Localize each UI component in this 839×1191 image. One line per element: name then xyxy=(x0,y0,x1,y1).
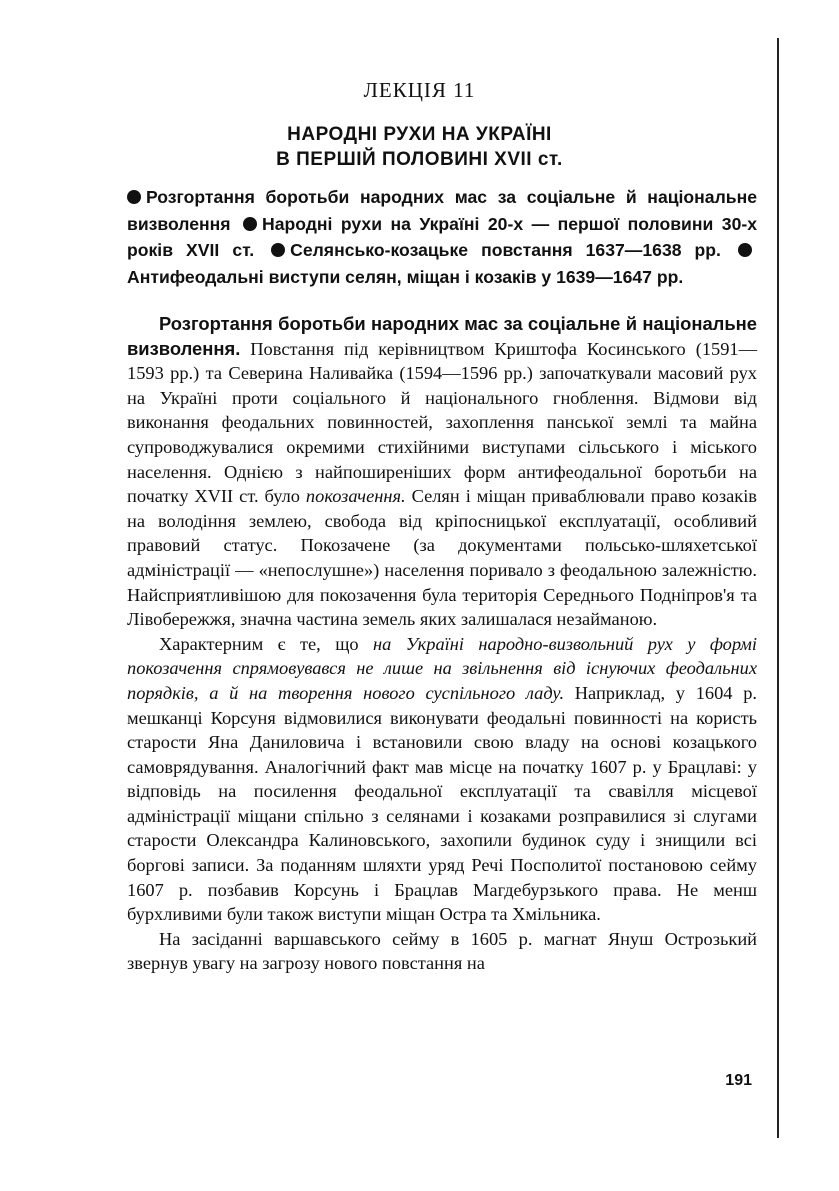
text-run: Характерним є те, що xyxy=(159,633,373,654)
summary-item: Антифеодальні виступи селян, міщан і козаків у 1639—1647 рр. xyxy=(127,266,684,287)
text-run: Селян і міщан приваблювали право козаків на володіння землею, свобода від кріпосницької експлуатації, особливий правовий статус. Покозачене (за документами польсько-шляхетської адміністрації — «непослушне») населення поривало з феодальною залежністю. Найсприятливішою для покозачення була територія Середнього Подніпров'я та Лівобережжя, значна частина земель яких залишалася незайманою. xyxy=(127,486,757,630)
text-run: На засіданні варшавського сейму в 1605 р. магнат Януш Острозький звернув увагу на загрозу нового повстання на xyxy=(127,928,757,974)
text-run: Наприклад, у 1604 р. мешканці Корсуня відмовилися виконувати феодальні повинності на користь старости Яна Даниловича і встановили свою владу на основі козацького самоврядування. Аналогічний факт мав місце на початку 1607 р. у Брацлаві: у відповідь на посилення феодальної експлуатації та свавілля місцевої адміністрації міщани спільно з селянами і козаками розправилися зі слугами старости Олександра Калиновського, захопили будинок суду і знищили всі боргові записи. За поданням шляхти уряд Речі Посполитої постановою сейму 1607 р. позбавив Корсунь і Брацлав Магдебурзького права. Не менш бурхливими були також виступи міщан Остра та Хмільника. xyxy=(127,682,757,925)
chapter-title xyxy=(0,122,839,172)
bullet-icon xyxy=(127,190,141,204)
summary-item: Розгортання боротьби народних мас за соціальне й національне визволення xyxy=(127,187,757,234)
bullet-icon xyxy=(271,243,285,257)
page-number: 191 xyxy=(725,1072,752,1089)
title-line-2: В ПЕРШІЙ ПОЛОВИНІ XVII ст. xyxy=(276,149,563,170)
paragraph-3 xyxy=(127,927,757,976)
italic-emphasis: на Україні народно-визвольний рух у формі покозачення спрямовувався не лише на звільнення від існуючих феодальних порядків, а й на творення нового суспільного ладу. xyxy=(127,633,757,703)
chapter-summary xyxy=(127,184,757,290)
page-edge-line xyxy=(777,38,779,1138)
section-heading: Розгортання боротьби народних мас за соціальне й національне визволення. xyxy=(127,313,757,359)
summary-item: Селянсько-козацьке повстання 1637—1638 рр. xyxy=(290,240,721,260)
text-run: Повстання під керівництвом Криштофа Косинського (1591—1593 рр.) та Северина Наливайка (1594—1596 рр.) започаткували масовий рух на Україні проти соціального й національного гноблення. Відмови від виконання феодальних повинностей, захоплення панської землі та майна супроводжувалися окремими стихійними виступами сільського і міського населення. Однією з найпоширеніших форм антифеодальної боротьби на початку XVII ст. було xyxy=(127,338,757,507)
title-line-1: НАРОДНІ РУХИ НА УКРАЇНІ xyxy=(287,124,552,145)
italic-term: покозачення. xyxy=(305,486,406,507)
lecture-label: ЛЕКЦІЯ 11 xyxy=(363,78,476,102)
bullet-icon xyxy=(243,217,257,231)
bullet-icon xyxy=(738,243,752,257)
paragraph-2 xyxy=(127,632,757,927)
summary-item: Народні рухи на Україні 20-х — першої половини 30-х років XVII ст. xyxy=(127,213,757,260)
body-text xyxy=(127,312,757,976)
paragraph-1 xyxy=(127,312,757,632)
